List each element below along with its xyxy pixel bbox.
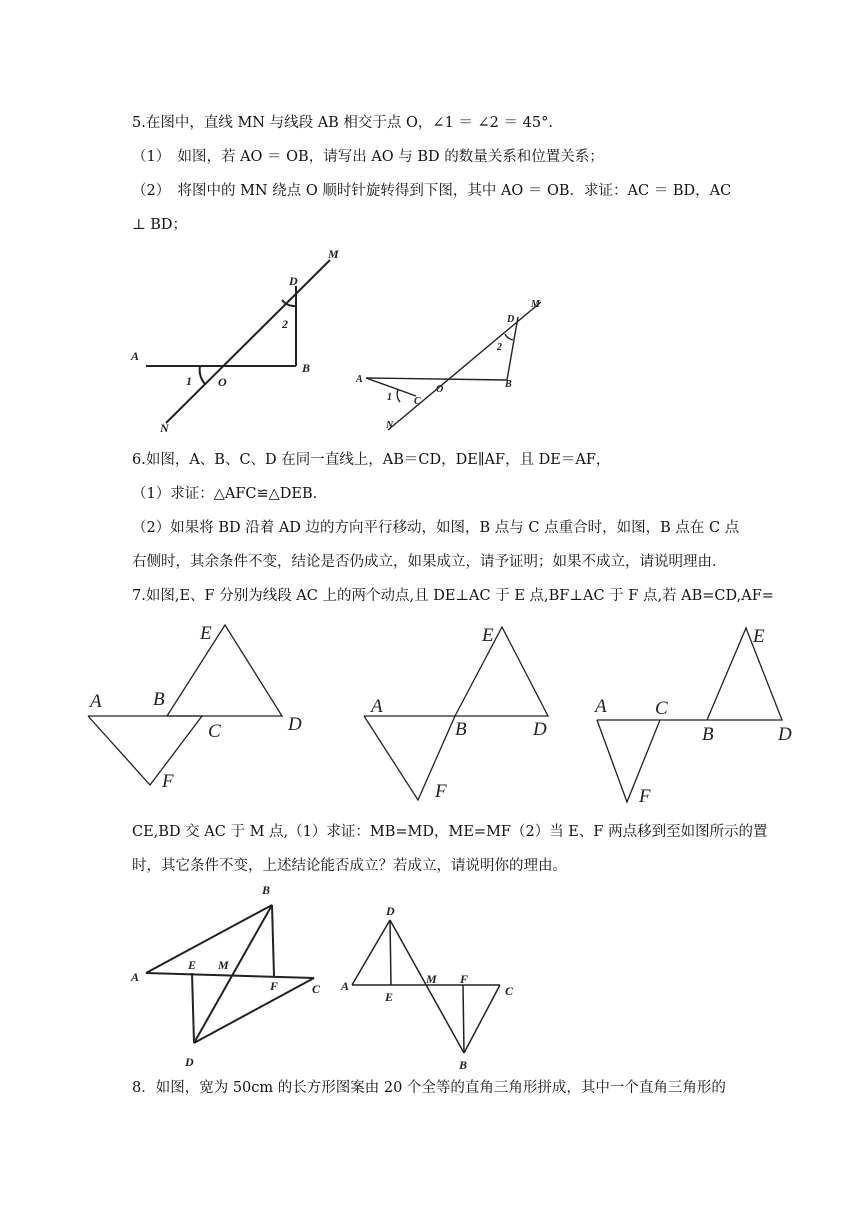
label-M: M <box>328 247 339 261</box>
label-N-2: N <box>386 420 394 431</box>
f3-label-F: F <box>639 786 651 807</box>
p5-question-2: （2） 将图中的 MN 绕点 O 顺时针旋转得到下图，其中 AO ＝ OB．求证：AC ＝ BD，AC <box>132 183 732 199</box>
f7b-label-B: B <box>459 1058 468 1072</box>
label-O-2: O <box>436 384 444 395</box>
f3-label-C: C <box>655 698 668 719</box>
f1-label-D: D <box>288 714 302 735</box>
label-N: N <box>160 421 169 435</box>
f7a-label-C: C <box>312 982 321 996</box>
p8-title: 8．如图，宽为 50cm 的长方形图案由 20 个全等的直角三角形拼成，其中一个直角三角形的 <box>132 1080 726 1096</box>
f3-label-B: B <box>702 724 714 745</box>
label-A: A <box>131 349 140 363</box>
label-A-2: A <box>356 374 363 385</box>
p6-question-1: （1）求证：△AFC≌△DEB. <box>132 486 318 502</box>
f1-label-A: A <box>90 691 102 712</box>
p5-title: 5.在图中，直线 MN 与线段 AB 相交于点 O，∠1 ＝ ∠2 ＝ 45°. <box>132 115 553 131</box>
f7a-label-D: D <box>185 1055 194 1069</box>
f7b-label-M: M <box>426 972 437 986</box>
f2-label-A: A <box>371 696 383 717</box>
label-two-2: 2 <box>497 342 502 353</box>
label-C-2: C <box>414 396 421 407</box>
f3-label-D: D <box>778 724 792 745</box>
f7a-label-E: E <box>188 958 197 972</box>
f7b-label-A: A <box>341 979 350 993</box>
p7-text-2: CE,BD 交 AC 于 M 点,（1）求证：MB=MD，ME=MF（2）当 E、F 两点移到至如图所示的置 <box>132 824 768 840</box>
f7a-label-M: M <box>218 958 229 972</box>
label-M-2: M <box>531 299 540 310</box>
label-two: 2 <box>282 317 288 331</box>
label-one-2: 1 <box>387 392 392 403</box>
f7a-label-F: F <box>270 979 279 993</box>
f3-label-E: E <box>753 626 765 647</box>
p6-question-2: （2）如果将 BD 沿着 AD 边的方向平行移动，如图，B 点与 C 点重合时，如图，B 点在 C 点 <box>132 520 740 536</box>
label-D: D <box>289 274 298 288</box>
p7-text-3: 时，其它条件不变，上述结论能否成立？若成立，请说明你的理由。 <box>132 858 567 874</box>
p6-title: 6.如图，A、B、C、D 在同一直线上，AB＝CD，DE∥AF，且 DE＝AF， <box>132 452 611 468</box>
f1-label-F: F <box>162 771 174 792</box>
f1-label-B: B <box>153 689 165 710</box>
f7b-label-F: F <box>460 972 469 986</box>
f1-label-E: E <box>200 623 212 644</box>
f7b-label-E: E <box>385 990 394 1004</box>
f2-label-D: D <box>533 719 547 740</box>
label-B: B <box>302 361 311 375</box>
label-one: 1 <box>186 374 192 388</box>
f7a-label-B: B <box>262 883 271 897</box>
f3-label-A: A <box>595 696 607 717</box>
p5-question-2-cont: ⊥ BD； <box>132 217 188 233</box>
p6-question-2-cont: 右侧时，其余条件不变，结论是否仍成立，如果成立，请予证明；如果不成立，请说明理由． <box>132 554 727 570</box>
label-B-2: B <box>505 379 512 390</box>
f2-label-F: F <box>435 781 447 802</box>
f7b-label-D: D <box>386 904 395 918</box>
p5-question-1: （1） 如图，若 AO ＝ OB，请写出 AO 与 BD 的数量关系和位置关系； <box>132 149 604 165</box>
label-D-2: D <box>507 314 515 325</box>
p7-title: 7.如图,E、F 分别为线段 AC 上的两个动点,且 DE⊥AC 于 E 点,BF⊥AC 于 F 点,若 AB=CD,AF= <box>132 588 774 604</box>
f2-label-E: E <box>482 625 494 646</box>
f7a-label-A: A <box>131 970 140 984</box>
f1-label-C: C <box>208 721 221 742</box>
label-O: O <box>218 375 227 389</box>
f7b-label-C: C <box>505 984 514 998</box>
f2-label-B: B <box>455 719 467 740</box>
